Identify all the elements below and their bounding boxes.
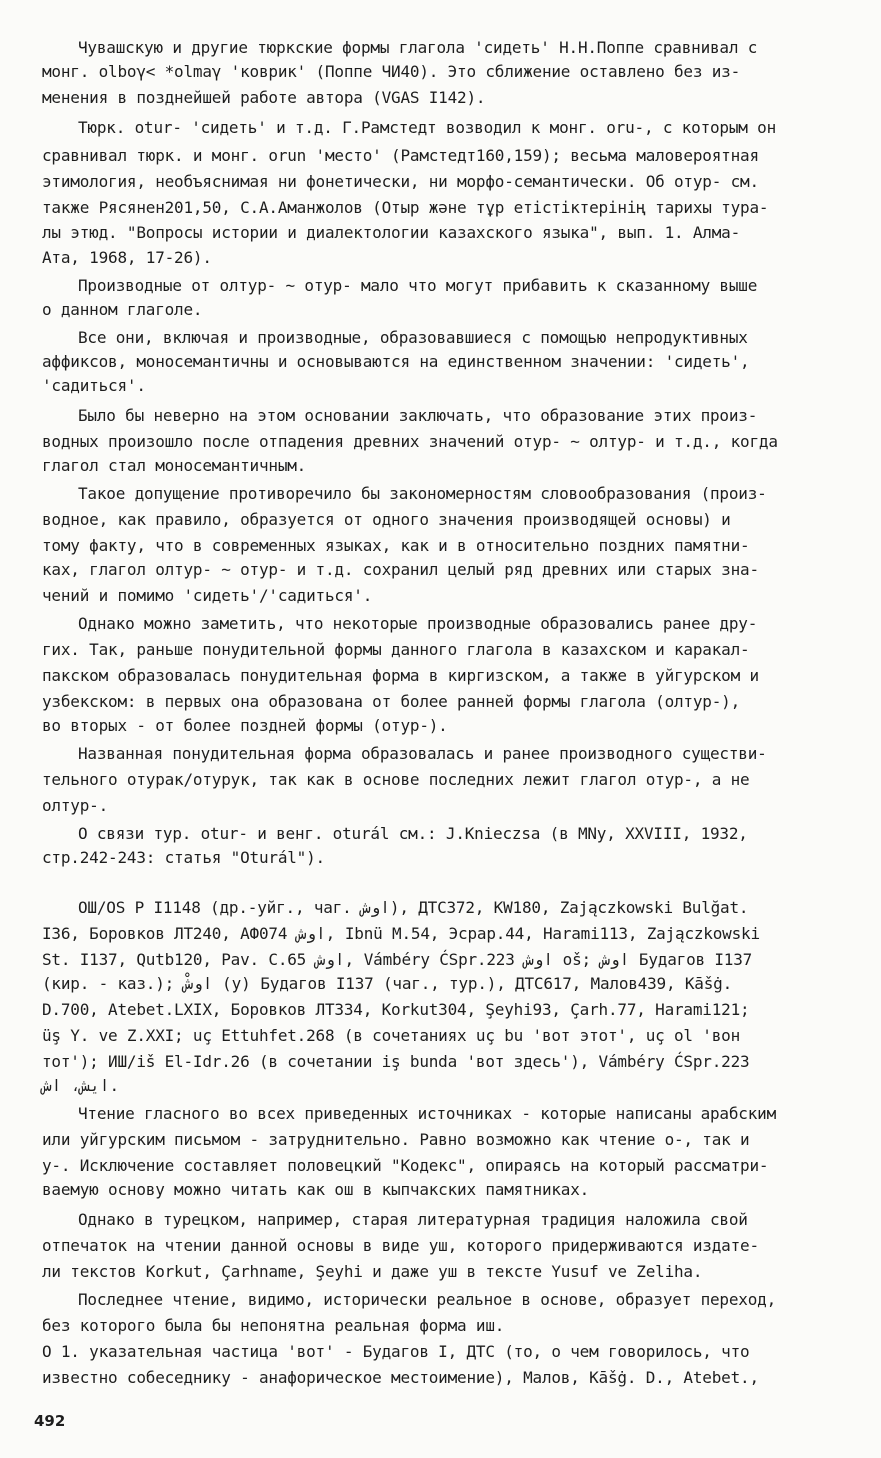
text-line: Такое допущение противоречило бы закономерностям словообразования (произ- (78, 484, 767, 503)
text-line: гих. Так, раньше понудительной формы данного глагола в казахском и каракал- (42, 640, 750, 659)
text-line: тот'); ИШ/iš El-Idr.26 (в сочетании iş bunda 'вот здесь'), Vámbéry ĆSpr.223 (42, 1052, 750, 1071)
text-line: 'садиться'. (42, 376, 146, 395)
text-line: ایش، اش. (42, 1076, 120, 1095)
text-line: водное, как правило, образуется от одного значения производящей основы) и (42, 510, 731, 529)
text-line: Названная понудительная форма образовалась и ранее производного существи- (78, 744, 767, 763)
text-line: водных произошло после отпадения древних значений отур- ~ олтур- и т.д., когда (42, 432, 778, 451)
text-line: О 1. указательная частица 'вот' - Будагов I, ДТС (то, о чем говорилось, что (42, 1342, 750, 1361)
text-line: также Рясянен201,50, С.А.Аманжолов (Отыр және тұр етістіктерінің тарихы тура- (42, 198, 769, 217)
text-line: Ата, 1968, 17-26). (42, 248, 212, 267)
text-line: во вторых - от более поздней формы (отур-). (42, 716, 448, 735)
text-line: D.700, Atebet.LXIX, Боровков ЛТ334, Korkut304, Şeyhi93, Çarh.77, Harami121; (42, 1000, 750, 1019)
text-line: Чувашскую и другие тюркские формы глагола 'сидеть' Н.Н.Поппе сравнивал с (78, 38, 758, 57)
text-line: стр.242-243: статья "Oturál"). (42, 848, 325, 867)
text-line: у-. Исключение составляет половецкий "Кодекс", опираясь на который рассматри- (42, 1156, 769, 1175)
text-line: ках, глагол олтур- ~ отур- и т.д. сохранил целый ряд древних или старых зна- (42, 560, 759, 579)
text-line: Однако можно заметить, что некоторые производные образовались ранее дру- (78, 614, 758, 633)
text-line: чений и помимо 'сидеть'/'садиться'. (42, 586, 373, 605)
text-line: Тюрк. otur- 'сидеть' и т.д. Г.Рамстедт возводил к монг. oru-, с которым он (78, 118, 777, 137)
text-line: ОШ/ОS P I1148 (др.-уйг., чаг. اوش), ДТС372, KW180, Zajączkowski Bulğat. (78, 898, 749, 917)
text-line: тому факту, что в современных языках, как и в относительно поздних памятни- (42, 536, 750, 555)
text-line: тельного отурак/отурук, так как в основе последних лежит глагол отур-, а не (42, 770, 750, 789)
page-number: 492 (34, 1412, 66, 1430)
text-line: отпечаток на чтении данной основы в виде уш, которого придерживаются издате- (42, 1236, 759, 1255)
text-line: известно собеседнику - анафорическое местоимение), Малов, Kāšġ. D., Atebet., (42, 1368, 759, 1387)
text-line: ли текстов Korkut, Çarhname, Şeyhi и даже уш в тексте Yusuf ve Zeliha. (42, 1262, 703, 1281)
text-line: üş Y. ve Z.XXI; uç Ettuhfet.268 (в сочетаниях uç bu 'вот этот', uç ol 'вон (42, 1026, 741, 1045)
text-line: Последнее чтение, видимо, исторически реальное в основе, образует переход, (78, 1290, 777, 1309)
text-line: Производные от олтур- ~ отур- мало что могут прибавить к сказанному выше (78, 276, 758, 295)
text-line: без которого была бы непонятна реальная форма иш. (42, 1316, 505, 1335)
text-line: менения в позднейшей работе автора (VGAS I142). (42, 88, 486, 107)
text-line: или уйгурским письмом - затруднительно. Равно возможно как чтение о-, так и (42, 1130, 750, 1149)
text-line: I36, Боровков ЛТ240, АФ074 اوش, Ibnü M.54, Эсрар.44, Harami113, Zajączkowski (42, 924, 760, 943)
text-line: сравнивал тюрк. и монг. orun 'место' (Рамстедт160,159); весьма маловероятная (42, 146, 759, 165)
text-line: узбекском: в первых она образована от более ранней формы глагола (олтур-), (42, 692, 741, 711)
text-line: монг. olboγ< *olmaγ 'коврик' (Поппе ЧИ40). Это сближение оставлено без из- (42, 62, 741, 81)
text-line: Было бы неверно на этом основании заключать, что образование этих произ- (78, 406, 758, 425)
text-line: St. I137, Qutb120, Pav. C.65 اوش, Vámbéry ĆSpr.223 اوش oš; اوش Будагов I137 (42, 950, 753, 969)
text-line: Чтение гласного во всех приведенных источниках - которые написаны арабским (78, 1104, 777, 1123)
text-line: о данном глаголе. (42, 300, 203, 319)
text-line: ваемую основу можно читать как ош в кыпчакских памятниках. (42, 1180, 590, 1199)
text-line: этимология, необъяснимая ни фонетически, ни морфо-семантически. Об отур- см. (42, 172, 759, 191)
text-line: О связи тур. otur- и венг. oturál см.: J.Knieczsa (в MNy, XXVIII, 1932, (78, 824, 748, 843)
text-line: Все они, включая и производные, образовавшиеся с помощью непродуктивных (78, 328, 748, 347)
text-line: лы этюд. "Вопросы истории и диалектологии казахского языка", вып. 1. Алма- (42, 223, 741, 242)
text-line: глагол стал моносемантичным. (42, 456, 307, 475)
text-line: Однако в турецком, например, старая литературная традиция наложила свой (78, 1210, 748, 1229)
text-line: (кир. - каз.); اوشْ (у) Будагов I137 (чаг., тур.), ДТС617, Малов439, Kāšġ. (42, 974, 733, 993)
text-line: олтур-. (42, 796, 109, 815)
text-line: пакском образовалась понудительная форма в киргизском, а также в уйгурском и (42, 666, 759, 685)
text-line: аффиксов, моносемантичны и основываются на единственном значении: 'сидеть', (42, 352, 750, 371)
